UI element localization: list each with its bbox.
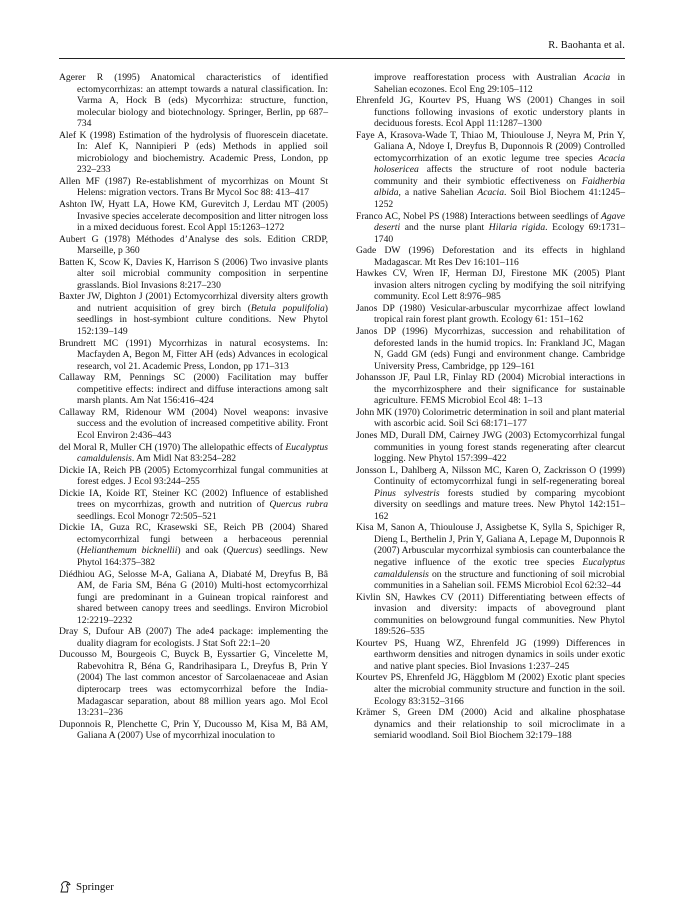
reference-entry	[59, 465, 328, 488]
reference-text: . Soil Biol Biochem 41:1245–1252	[374, 187, 625, 211]
species-name: Hilaria rigida	[488, 222, 546, 234]
reference-text: Janos DP (1980) Vesicular-arbuscular mycorrhizae affect lowland tropical rain forest plant growth. Ecology 61: 151–162	[356, 302, 625, 326]
species-name: Helianthemum bicknellii	[80, 545, 178, 557]
references-right-column	[356, 72, 625, 742]
reference-text: John MK (1970) Colorimetric determination in soil and plant material with ascorbic acid. Soil Sci 68:171–177	[356, 406, 625, 430]
reference-entry	[59, 649, 328, 718]
reference-entry	[59, 407, 328, 442]
reference-entry	[59, 488, 328, 523]
reference-text: Krämer S, Green DM (2000) Acid and alkaline phosphatase dynamics and their relationship to soil microclimate in a semiarid woodland. Soil Biol Biochem 32:179–188	[356, 707, 625, 742]
reference-text: affects the structure of root nodule bacteria community and their symbiotic effectiveness on	[374, 164, 625, 187]
reference-entry	[59, 522, 328, 568]
reference-entry	[356, 303, 625, 326]
species-name: Eucalyptus camaldulensis	[77, 441, 328, 465]
references-left-column	[59, 72, 328, 742]
reference-text: del Moral R, Muller CH (1970) The allelopathic effects of	[59, 441, 286, 453]
reference-entry	[356, 245, 625, 268]
reference-text: Diédhiou AG, Selosse M-A, Galiana A, Diabaté M, Dreyfus B, Bâ AM, de Faria SM, Béna G (2010) Multi-host ectomycorrhizal fungi are predominant in a Guinean tropical rainforest and shared between canopy trees and seedlings. Environ Microbiol 12:2219–2232	[59, 568, 328, 626]
reference-entry	[356, 465, 625, 523]
reference-entry	[356, 211, 625, 246]
reference-text: ) seedlings in host-symbiont culture conditions. New Phytol 152:139–149	[77, 302, 328, 338]
reference-text: Ducousso M, Bourgeois C, Buyck B, Eyssartier G, Vincelette M, Rabevohitra R, Béna G, Randrihasipara L, Dreyfus B, Prin Y (2004) The last common ancestor of Sarcolaenaceae and Asian dipterocarp trees was ectomycorrhizal before the India-Madagascar separation, about 88 million years ago. Mol Ecol 13:231–236	[59, 649, 328, 719]
reference-text: Johansson JF, Paul LR, Finlay RD (2004) Microbial interactions in the mycorrhizosphere and their significance for sustainable agriculture. FEMS Microbiol Ecol 48: 1–13	[356, 372, 625, 407]
reference-text: Ashton IW, Hyatt LA, Howe KM, Gurevitch J, Lerdau MT (2005) Invasive species accelerate decomposition and litter nitrogen loss in a mixed deciduous forest. Ecol Appl 15:1263–1272	[59, 199, 328, 234]
reference-text: Jones MD, Durall DM, Cairney JWG (2003) Ectomycorrhizal fungal communities in young forest stands regenerating after clearcut logging. New Phytol 157:399–422	[356, 429, 625, 465]
reference-text: forests studied by comparing mycobiont diversity on seedlings and mature trees. New Phytol 142:151–162	[374, 487, 625, 522]
reference-entry	[356, 672, 625, 707]
reference-text: on the structure and functioning of soil microbial communities in a Sahelian soil. FEMS Microbiol Ecol 62:32–44	[374, 568, 625, 592]
reference-entry	[356, 592, 625, 638]
reference-entry	[59, 338, 328, 373]
reference-entry	[356, 522, 625, 591]
reference-entry	[356, 707, 625, 742]
reference-text: Callaway RM, Pennings SC (2000) Facilitation may buffer competitive effects: indirect and diffuse interactions among salt marsh plants. Am Nat 156:416–424	[59, 372, 328, 407]
reference-text: Dray S, Dufour AB (2007) The ade4 package: implementing the duality diagram for ecologists. J Stat Soft 22:1–20	[59, 626, 328, 649]
reference-entry	[59, 372, 328, 407]
reference-text: Batten K, Scow K, Davies K, Harrison S (2006) Two invasive plants alter soil microbial community composition in serpentine grasslands. Biol Invasions 8:217–230	[59, 256, 328, 291]
reference-entry	[59, 442, 328, 465]
reference-text: . Am Midl Nat 83:254–282	[131, 453, 237, 465]
footer	[59, 880, 114, 893]
reference-entry	[59, 199, 328, 234]
publisher-name: Springer	[76, 880, 114, 893]
reference-entry	[59, 257, 328, 292]
reference-text: improve reafforestation process with Australian	[374, 72, 584, 83]
species-name: Faidherbia albida	[374, 175, 625, 199]
reference-text: Baxter JW, Dighton J (2001) Ectomycorrhizal diversity alters growth and nutrient acquisition of grey birch (	[59, 291, 328, 314]
reference-entry	[356, 372, 625, 407]
running-head: R. Baohanta et al.	[548, 40, 625, 51]
reference-text: Franco AC, Nobel PS (1988) Interactions between seedlings of	[356, 210, 602, 222]
reference-text: Hawkes CV, Wren IF, Herman DJ, Firestone MK (2005) Plant invasion alters nitrogen cycling by modifying the soil nitrifying community. Ecol Lett 8:976–985	[356, 268, 625, 303]
species-name: Eucalyptus camaldulensis	[374, 556, 625, 580]
reference-text: Dickie IA, Guza RC, Krasewski SE, Reich PB (2004) Shared ectomycorrhizal fungi between a herbaceous perennial (	[59, 522, 328, 557]
reference-text: , a native Sahelian	[398, 187, 478, 199]
species-name: Agave deserti	[374, 210, 625, 234]
reference-entry	[356, 326, 625, 372]
reference-entry	[59, 130, 328, 176]
reference-text: and the nurse plant	[400, 222, 489, 234]
reference-text: . Ecology 69:1731–1740	[374, 222, 626, 245]
reference-entry	[356, 430, 625, 465]
species-name: Acacia holosericea	[374, 152, 625, 176]
reference-entry	[356, 638, 625, 673]
reference-entry	[59, 234, 328, 257]
reference-text: Alef K (1998) Estimation of the hydrolysis of fluorescein diacetate. In: Alef K, Nannipieri P (eds) Methods in applied soil microbiology and biochemistry. Academic Press, London, pp 232–233	[59, 129, 328, 176]
species-name: Acacia	[583, 72, 611, 83]
reference-text: Kisa M, Sanon A, Thioulouse J, Assigbetse K, Sylla S, Spichiger R, Dieng L, Berthelin J, Prin Y, Galiana A, Lepage M, Duponnois R (2007) Arbuscular mycorrhizal symbiosis can counterbalance the negative influence of the exotic tree species	[356, 522, 625, 568]
reference-entry	[59, 719, 328, 742]
reference-text: Kourtev PS, Ehrenfeld JG, Häggblom M (2002) Exotic plant species alter the microbial community structure and function in the soil. Ecology 83:3152–3166	[356, 672, 625, 707]
reference-text: ) and oak (	[177, 545, 227, 557]
reference-text: Dickie IA, Reich PB (2005) Ectomycorrhizal fungal communities at forest edges. J Ecol 93:244–255	[59, 464, 328, 488]
reference-text: Agerer R (1995) Anatomical characteristics of identified ectomycorrhizas: an attempt towards a natural classification. In: Varma A, Hock B (eds) Mycorrhiza: structure, function, molecular biology and biotechnology. Springer, Berlin, pp 687–734	[59, 72, 328, 130]
reference-entry	[59, 291, 328, 337]
reference-text: Duponnois R, Plenchette C, Prin Y, Ducousso M, Kisa M, Bâ AM, Galiana A (2007) Use of mycorrhizal inoculation to	[59, 718, 328, 742]
reference-text: Janos DP (1996) Mycorrhizas, succession and rehabilitation of deforested lands in the humid tropics. In: Frankland JC, Magan N, Gadd GM (eds) Fungi and environment change. Cambridge University Press, Cambridge, pp 129–161	[356, 326, 625, 372]
reference-text: Allen MF (1987) Re-establishment of mycorrhizas on Mount St Helens: migration vectors. Trans Br Mycol Soc 88: 413–417	[59, 175, 328, 199]
species-name: Pinus sylvestris	[374, 487, 440, 499]
springer-horse-logo-icon	[59, 880, 72, 893]
reference-text: ) seedlings. New Phytol 164:375–382	[77, 545, 328, 568]
reference-text: Brundrett MC (1991) Mycorrhizas in natural ecosystems. In: Macfayden A, Begon M, Fitter AH (eds) Advances in ecological research, vol 21. Academic Press, London, pp 171–313	[59, 337, 328, 372]
reference-continuation	[356, 72, 625, 95]
reference-text: seedlings. Ecol Monogr 72:505–521	[77, 510, 217, 522]
reference-text: Callaway RM, Ridenour WM (2004) Novel weapons: invasive success and the evolution of increased competitive ability. Front Ecol Environ 2:436–443	[59, 406, 328, 441]
reference-text: Faye A, Krasova-Wade T, Thiao M, Thioulouse J, Neyra M, Prin Y, Galiana A, Ndoye I, Dreyfus B, Duponnois R (2009) Controlled ectomycorrhization of an exotic legume tree species	[356, 129, 625, 164]
reference-entry	[59, 569, 328, 627]
reference-text: in Sahelian ecozones. Ecol Eng 29:105–112	[374, 72, 625, 95]
reference-text: Kivlin SN, Hawkes CV (2011) Differentiating between effects of invasion and diversity: impacts of aboveground plant communities on belowground fungal communities. New Phytol 189:526–535	[356, 591, 625, 638]
reference-text: Jonsson L, Dahlberg A, Nilsson MC, Karen O, Zackrisson O (1999) Continuity of ectomycorrhizal fungi in self-regenerating boreal	[356, 464, 625, 488]
reference-entry	[59, 626, 328, 649]
reference-entry	[356, 407, 625, 430]
species-name: Quercus rubra	[269, 499, 329, 511]
species-name: Acacia	[477, 187, 505, 199]
reference-entry	[356, 95, 625, 130]
reference-text: Aubert G (1978) Méthodes d’Analyse des sols. Edition CRDP, Marseille, p 360	[59, 233, 328, 257]
reference-entry	[356, 130, 625, 211]
reference-entry	[59, 176, 328, 199]
header-rule	[59, 58, 625, 59]
species-name: Quercus	[226, 545, 259, 557]
species-name: Betula populifolia	[250, 302, 325, 314]
reference-text: Gade DW (1996) Deforestation and its effects in highland Madagascar. Mt Res Dev 16:101–116	[356, 245, 625, 268]
reference-text: Kourtev PS, Huang WZ, Ehrenfeld JG (1999) Differences in earthworm densities and nitrogen dynamics in soils under exotic and native plant species. Biol Invasions 1:237–245	[356, 637, 625, 672]
reference-entry	[59, 72, 328, 130]
reference-text: Dickie IA, Koide RT, Steiner KC (2002) Influence of established trees on mycorrhizas, growth and nutrition of	[59, 487, 328, 511]
reference-entry	[356, 268, 625, 303]
reference-text: Ehrenfeld JG, Kourtev PS, Huang WS (2001) Changes in soil functions following invasions of exotic understory plants in deciduous forests. Ecol Appl 11:1287–1300	[356, 95, 625, 130]
